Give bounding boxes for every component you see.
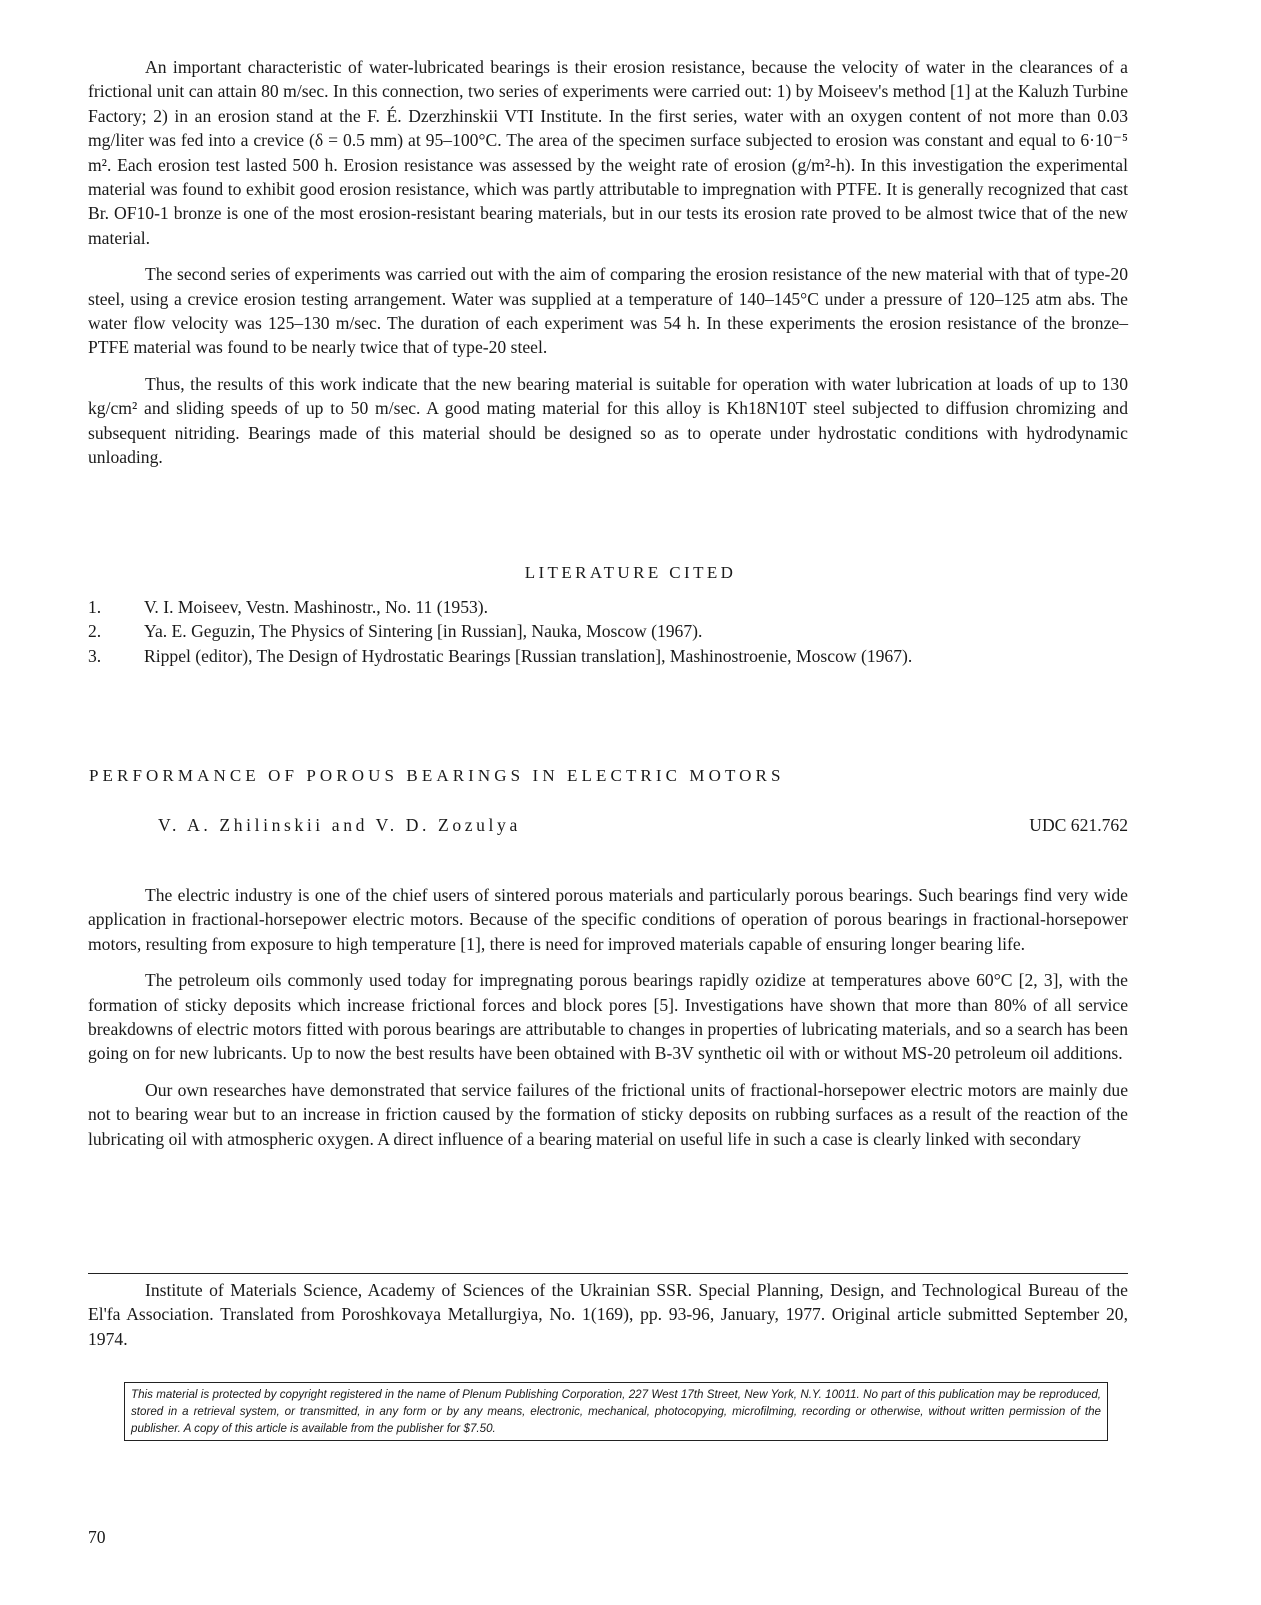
article-body-text [88, 883, 1128, 1163]
article-title: PERFORMANCE OF POROUS BEARINGS IN ELECTRIC MOTORS [89, 766, 785, 785]
reference-item [88, 619, 1128, 643]
reference-number: 1. [88, 597, 102, 617]
reference-item [88, 644, 1128, 668]
top-section-text [88, 55, 1128, 482]
article-paragraph-2: The petroleum oils commonly used today for impregnating porous bearings rapidly ozidize at temperatures above 60°C [2, 3], with the formation of sticky deposits which increase frictional forces and block pores [5]. Investigations have shown that more than 80% of all service breakdowns of electric motors fitted with porous bearings are attributable to changes in properties of lubricating materials, and so a search has been going on for new lubricants. Up to now the best results have been obtained with B-3V synthetic oil with or without MS-20 petroleum oil additions. [88, 970, 1128, 1064]
reference-text: Rippel (editor), The Design of Hydrostatic Bearings [Russian translation], Mashinostroenie, Moscow (1967). [144, 645, 913, 666]
footnote-divider [88, 1273, 1128, 1274]
udc-code: UDC 621.762 [1029, 815, 1128, 835]
reference-item [88, 595, 1128, 619]
reference-number: 3. [88, 645, 102, 666]
article-paragraph-1: The electric industry is one of the chief users of sintered porous materials and particularly porous bearings. Such bearings find very wide application in fractional-horsepower electric motors. Because of the specific conditions of operation of porous bearings in fractional-horsepower motors, resulting from exposure to high temperature [1], there is need for improved materials capable of ensuring longer bearing life. [88, 885, 1128, 954]
copyright-notice: This material is protected by copyright registered in the name of Plenum Publishing Corporation, 227 West 17th Street, New York, N.Y. 10011. No part of this publication may be reproduced, stored in a retrieval system, or transmitted, in any form or by any means, electronic, mechanical, photocopying, microfilming, recording or otherwise, without written permission of the publisher. A copy of this article is available from the publisher for $7.50. [124, 1382, 1108, 1441]
reference-number: 2. [88, 621, 102, 642]
top-paragraph-1: An important characteristic of water-lubricated bearings is their erosion resistance, because the velocity of water in the clearances of a frictional unit can attain 80 m/sec. In this connection, two series of experiments were carried out: 1) by Moiseev's method [1] at the Kaluzh Turbine Factory; 2) in an erosion stand at the F. É. Dzerzhinskii VTI Institute. In the first series, water with an oxygen content of not more than 0.03 mg/liter was fed into a crevice (δ = 0.5 mm) at 95–100°C. The area of the specimen surface subjected to erosion was constant and equal to 6·10⁻⁵ m². Each erosion test lasted 500 h. Erosion resistance was assessed by the weight rate of erosion (g/m²-h). In this investigation the experimental material was found to exhibit good erosion resistance, which was partly attributable to impregnation with PTFE. It is generally recognized that cast Br. OF10-1 bronze is one of the most erosion-resistant bearing materials, but in our tests its erosion rate proved to be almost twice that of the new material. [88, 57, 1128, 248]
article-authors: V. A. Zhilinskii and V. D. Zozulya [158, 815, 521, 835]
footnote-affiliation: Institute of Materials Science, Academy of Sciences of the Ukrainian SSR. Special Planning, Design, and Technological Bureau of the El'fa Association. Translated from Poroshkovaya Metallurgiya, No. 1(169), pp. 93-96, January, 1977. Original article submitted September 20, 1974. [88, 1280, 1128, 1349]
reference-text: Ya. E. Geguzin, The Physics of Sintering [in Russian], Nauka, Moscow (1967). [144, 621, 703, 642]
top-paragraph-3: Thus, the results of this work indicate that the new bearing material is suitable for operation with water lubrication at loads of up to 130 kg/cm² and sliding speeds of up to 50 m/sec. A good mating material for this alloy is Kh18N10T steel subjected to diffusion chromizing and subsequent nitriding. Bearings made of this material should be designed so as to operate under hydrostatic conditions with hydrodynamic unloading. [88, 373, 1128, 468]
reference-list [88, 595, 1128, 668]
literature-cited-heading: LITERATURE CITED [524, 563, 737, 582]
article-paragraph-3: Our own researches have demonstrated that service failures of the frictional units of fractional-horsepower electric motors are mainly due not to bearing wear but to an increase in friction caused by the formation of sticky deposits on rubbing surfaces as a result of the reaction of the lubricating oil with atmospheric oxygen. A direct influence of a bearing material on useful life in such a case is clearly linked with secondary [88, 1079, 1128, 1149]
top-paragraph-2: The second series of experiments was carried out with the aim of comparing the erosion resistance of the new material with that of type-20 steel, using a crevice erosion testing arrangement. Water was supplied at a temperature of 140–145°C under a pressure of 120–125 atm abs. The water flow velocity was 125–130 m/sec. The duration of each experiment was 54 h. In these experiments the erosion resistance of the bronze–PTFE material was found to be nearly twice that of type-20 steel. [88, 264, 1128, 358]
reference-text: V. I. Moiseev, Vestn. Mashinostr., No. 11 (1953). [144, 597, 489, 617]
page-number: 70 [88, 1527, 106, 1547]
